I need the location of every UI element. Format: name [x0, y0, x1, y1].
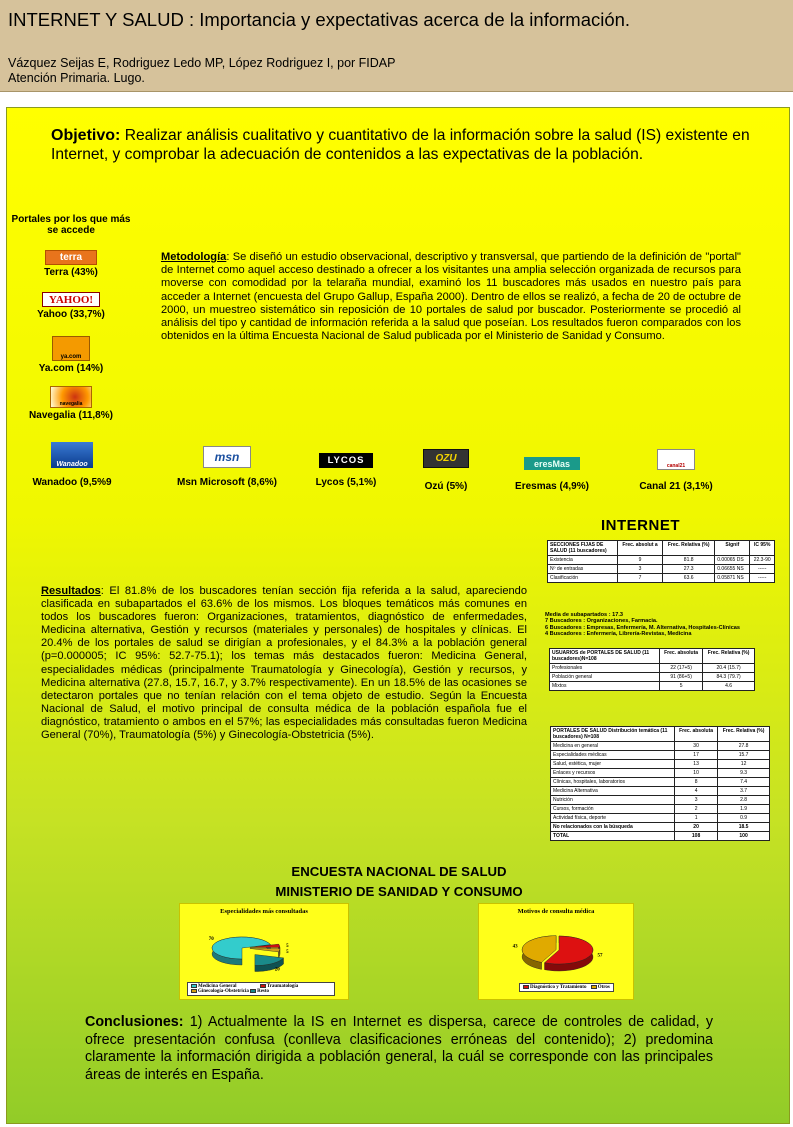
- table-cell: Profesionales: [550, 664, 660, 673]
- conclusions-text: 1) Actualmente la IS en Internet es dispersa, carece de controles de calidad, y ofrece presentación confusa (conlleva clasificaciones erróneas del contenido); 2) predomina claramente la información dirigida a población general, la cuál se corresponde con las principales áreas de interés en España.: [85, 1014, 713, 1083]
- portal-label: Lycos (5,1%): [315, 477, 377, 488]
- table-cell: TOTAL: [551, 832, 675, 841]
- table-row: [548, 574, 775, 583]
- table-cell: 20.4 (15.7): [703, 664, 755, 673]
- note-line: 6 Buscadores : Empresas, Enfermería, M. Alternativa, Hospitales-Clínicas: [545, 624, 741, 631]
- table-cell: 12: [718, 760, 770, 769]
- portal-yahoo: [11, 292, 131, 320]
- legend-swatch: [523, 985, 529, 989]
- chart-legend: [187, 982, 335, 996]
- table-cell: 22 (17+5): [660, 664, 703, 673]
- pie-value-label: 5: [286, 943, 289, 949]
- results-section: [41, 585, 527, 742]
- table-cell: 27.3: [663, 565, 715, 574]
- table-cell: Actividad física, deporte: [551, 814, 675, 823]
- table-cell: 5: [660, 682, 703, 691]
- note-line: Media de subapartados : 17.3: [545, 612, 624, 618]
- navegalia-logo: navegalia: [50, 386, 92, 408]
- objective-text: Realizar análisis cualitativo y cuantitativo de la información sobre la salud (IS) existente en Internet, y comprobar la adecuación de contenidos a las expectativas de la población.: [51, 127, 750, 163]
- table-body: [551, 742, 770, 841]
- portal-label: Eresmas (4,9%): [515, 481, 589, 492]
- table-cell: 18.5: [718, 823, 770, 832]
- legend-label: Otros: [597, 985, 610, 991]
- table-cell: 108: [675, 832, 718, 841]
- pie-value-label: 70: [208, 937, 214, 942]
- methodology-label: Metodología: [161, 251, 227, 263]
- table-row: [550, 682, 755, 691]
- portal-navegalia: [11, 386, 131, 421]
- terra-logo: terra: [45, 250, 97, 265]
- chart-title: Motivos de consulta médica: [517, 908, 595, 915]
- table-cell: 0.06655 NS: [715, 565, 750, 574]
- table-cell: 84.3 (79.7): [703, 673, 755, 682]
- note-line: 4 Buscadores : Enfermería, Librería-Revistas, Medicina: [545, 630, 692, 637]
- table-usuarios: [549, 648, 755, 691]
- table-row: [551, 823, 770, 832]
- yacom-logo: ya.com: [52, 336, 90, 361]
- table-row: [551, 796, 770, 805]
- methodology-text: : Se diseñó un estudio observacional, descriptivo y transversal, que partiendo de la definición de "portal" de Internet como aquel acceso destinado a ofrecer a los visitantes una amplia selección organizada de recursos para moverse con comodidad por la telaraña mundial, examinó los 11 buscadores más usados en nuestro país para acceder a Internet (encuesta del Grupo Gallup, España 2000). Dentro de ellos se realizó, a fecha de 20 de octubre de 2000, un muestreo sistemático sin reposición de 10 portales de salud por buscador. Posteriormente se procedió al análisis del tipo y cantidad de información referida a la salud que poseían. Los resultados fueron comparados con los obtenidos en la última Encuesta Nacional de Salud publicada por el Ministerio de Sanidad y Consumo.: [161, 251, 741, 343]
- note-line: 7 Buscadores : Organizaciones, Farmacia.: [545, 618, 658, 625]
- table-cell: Medicina Alternativa: [551, 787, 675, 796]
- portal-terra: [11, 250, 131, 278]
- table-cell: 1: [675, 814, 718, 823]
- table-cell: 22.3-90: [750, 556, 775, 565]
- table-cell: 30: [675, 742, 718, 751]
- objective-section: [51, 126, 751, 164]
- table-cell: 9: [618, 556, 663, 565]
- canal21-logo: canal21: [657, 449, 695, 470]
- table-row: [551, 742, 770, 751]
- table-cell: 3: [618, 565, 663, 574]
- table-header: Frec. Relativa (%): [663, 541, 715, 556]
- conclusions-label: Conclusiones:: [85, 1014, 184, 1030]
- table-header: Frec. absoluta: [675, 727, 718, 742]
- portal-label: Msn Microsoft (8,6%): [176, 477, 277, 488]
- table-cell: Nutrición: [551, 796, 675, 805]
- table-row: [550, 664, 755, 673]
- table-cell: Cursos, formación: [551, 805, 675, 814]
- portal-label: Navegalia (11,8%): [29, 410, 113, 421]
- table-header: Frec. absolut a: [618, 541, 663, 556]
- legend-label: Ginecología-Obstetricia: [198, 989, 249, 995]
- legend-label: Resto: [257, 989, 270, 995]
- table-row: [551, 751, 770, 760]
- methodology-section: [161, 251, 741, 343]
- msn-logo: msn: [203, 446, 251, 468]
- portal-label: Terra (43%): [44, 267, 98, 278]
- objective-label: Objetivo:: [51, 127, 121, 144]
- table-row: [551, 832, 770, 841]
- table-cell: 0.00065 DS: [715, 556, 750, 565]
- chart-title: Especialidades más consultadas: [220, 908, 308, 915]
- table-cell: Clínicas, hospitales, laboratorios: [551, 778, 675, 787]
- table-header: Signif: [715, 541, 750, 556]
- table-header: Frec. Relativa (%): [718, 727, 770, 742]
- table-cell: 3: [675, 796, 718, 805]
- table-header: USUARIOS de PORTALES DE SALUD (11 buscadores)N=108: [550, 649, 660, 664]
- lycos-logo: LYCOS: [319, 453, 373, 468]
- portal-yacom: [11, 336, 131, 374]
- table-cell: 3.7: [718, 787, 770, 796]
- poster-header: [0, 0, 793, 92]
- table-row: [551, 760, 770, 769]
- authors-block: [8, 56, 395, 86]
- pie-value-label: 57: [597, 953, 603, 959]
- legend-label: Medicina General: [198, 984, 237, 990]
- table-cell: 17: [675, 751, 718, 760]
- table-row: [551, 805, 770, 814]
- pie-value-label: 43: [512, 944, 518, 950]
- portal-label: Wanadoo (9,5%9: [32, 477, 112, 488]
- pie-value-label: 20: [274, 967, 280, 973]
- affiliation-line: Atención Primaria. Lugo.: [8, 71, 145, 85]
- table-row: [551, 769, 770, 778]
- table-cell: 7: [618, 574, 663, 583]
- table-cell: 9.3: [718, 769, 770, 778]
- portal-label: Ya.com (14%): [38, 363, 104, 374]
- table-row: [551, 787, 770, 796]
- table-secciones-fijas: [547, 540, 775, 583]
- table-cell: Enlaces y recursos: [551, 769, 675, 778]
- table-cell: Salud, estética, mujer: [551, 760, 675, 769]
- legend-label: Traumatología: [266, 984, 299, 990]
- table-distribucion-tematica: [550, 726, 770, 841]
- eresmas-logo: eresMas: [524, 457, 580, 470]
- legend-swatch: [591, 985, 597, 989]
- table-cell: 15.7: [718, 751, 770, 760]
- table-cell: 4: [675, 787, 718, 796]
- table-cell: No relacionados con la búsqueda: [551, 823, 675, 832]
- table-cell: 8: [675, 778, 718, 787]
- table-header: IC 95%: [750, 541, 775, 556]
- table-row: [548, 556, 775, 565]
- yahoo-logo: YAHOO!: [42, 292, 100, 307]
- results-label: Resultados: [41, 585, 101, 597]
- table-cell: 1.9: [718, 805, 770, 814]
- legend-swatch: [260, 984, 266, 988]
- results-text: : El 81.8% de los buscadores tenían sección fija referida a la salud, apareciendo clasificada en subapartados el 63.6% de los mismos. Los bloques temáticos más comunes en todos los buscadores fueron: Organizaciones, tratamientos, diagnóstico de enfermedades, Medicina alternativa, Gestión y recursos (materiales y personales) de hospitales y clínicas. El 20.4% de los portales de salud se dirigían a profesionales, y el 84.3% a la población general (p=0.000005; IC 95%: 52.7-75.1); los temas más destacados fueron: Medicina General, especialidades médicas (principalmente Traumatología y Ginecología), Gestión y recursos, y Medicina alternativa (27.8, 15.7, 16.7, y 3.7% respectivamente). En un 18.5% de las ocasiones se detectaron portales que no tenían relación con el tema objeto de estudio. Según la Encuesta Nacional de Salud, el motivo principal de consulta médica de la población española fue el diagnóstico, tratamiento o ambos en el 57%; las especialidades más consultadas fueron Medicina General (70%), Traumatología (5%) y Ginecología-Obstetricia (5%).: [41, 585, 527, 742]
- table-header: PORTALES DE SALUD Distribución temática (11 buscadores) N=108: [551, 727, 675, 742]
- table-row: [551, 778, 770, 787]
- ens-title: ENCUESTA NACIONAL DE SALUD: [291, 864, 507, 879]
- table-cell: 81.8: [663, 556, 715, 565]
- portal-canal21: [601, 449, 751, 492]
- legend-swatch: [191, 989, 197, 993]
- legend-label: Diagnóstico y Tratamiento: [530, 985, 587, 991]
- authors-line: Vázquez Seijas E, Rodriguez Ledo MP, López Rodriguez I, por FIDAP: [8, 56, 396, 70]
- portals-title: Portales por los que más se accede: [11, 214, 131, 236]
- table-cell: Mixtos: [550, 682, 660, 691]
- table-header: SECCIONES FIJAS DE SALUD (11 buscadores): [548, 541, 618, 556]
- table-cell: 100: [718, 832, 770, 841]
- table-row: [550, 673, 755, 682]
- table-cell: 20: [675, 823, 718, 832]
- table-cell: 0.05871 NS: [715, 574, 750, 583]
- table-cell: Especialidades médicas: [551, 751, 675, 760]
- portal-label: Canal 21 (3,1%): [639, 481, 713, 492]
- legend-swatch: [191, 984, 197, 988]
- table-cell: 27.8: [718, 742, 770, 751]
- table-row: [548, 565, 775, 574]
- table-cell: -----: [750, 574, 775, 583]
- table-cell: -----: [750, 565, 775, 574]
- table-cell: 4.6: [703, 682, 755, 691]
- table-cell: Existencia: [548, 556, 618, 565]
- table-row: [551, 814, 770, 823]
- ministry-title: MINISTERIO DE SANIDAD Y CONSUMO: [275, 884, 523, 899]
- poster-body: [6, 107, 790, 1124]
- table-cell: 63.6: [663, 574, 715, 583]
- table-cell: 2: [675, 805, 718, 814]
- table-cell: 91 (86+5): [660, 673, 703, 682]
- pie-value-label: 5: [286, 950, 289, 956]
- table-cell: Población general: [550, 673, 660, 682]
- poster-title: INTERNET Y SALUD : Importancia y expectativas acerca de la información.: [8, 9, 631, 30]
- table-cell: Medicina en general: [551, 742, 675, 751]
- legend-swatch: [250, 989, 256, 993]
- table-cell: Clasificación: [548, 574, 618, 583]
- table-cell: 2.8: [718, 796, 770, 805]
- table-cell: Nº de entradas: [548, 565, 618, 574]
- ozu-logo: OZU: [423, 449, 469, 468]
- subapartados-notes: [545, 612, 791, 637]
- chart-especialidades: [179, 903, 349, 1000]
- chart-motivos: [478, 903, 634, 1000]
- conclusions-section: [85, 1014, 713, 1084]
- table-cell: 13: [675, 760, 718, 769]
- table-header: Frec. absoluta: [660, 649, 703, 664]
- wanadoo-logo: Wanadoo: [51, 442, 93, 468]
- portal-label: Ozú (5%): [424, 481, 468, 492]
- table-cell: 7.4: [718, 778, 770, 787]
- chart-legend: [519, 983, 614, 992]
- internet-title: INTERNET: [601, 517, 680, 534]
- table-cell: 10: [675, 769, 718, 778]
- table-cell: 0.9: [718, 814, 770, 823]
- table-header: Frec. Relativa (%): [703, 649, 755, 664]
- pie-slice-top: [250, 949, 280, 952]
- portal-wanadoo: [0, 442, 147, 488]
- portal-label: Yahoo (33,7%): [37, 309, 105, 320]
